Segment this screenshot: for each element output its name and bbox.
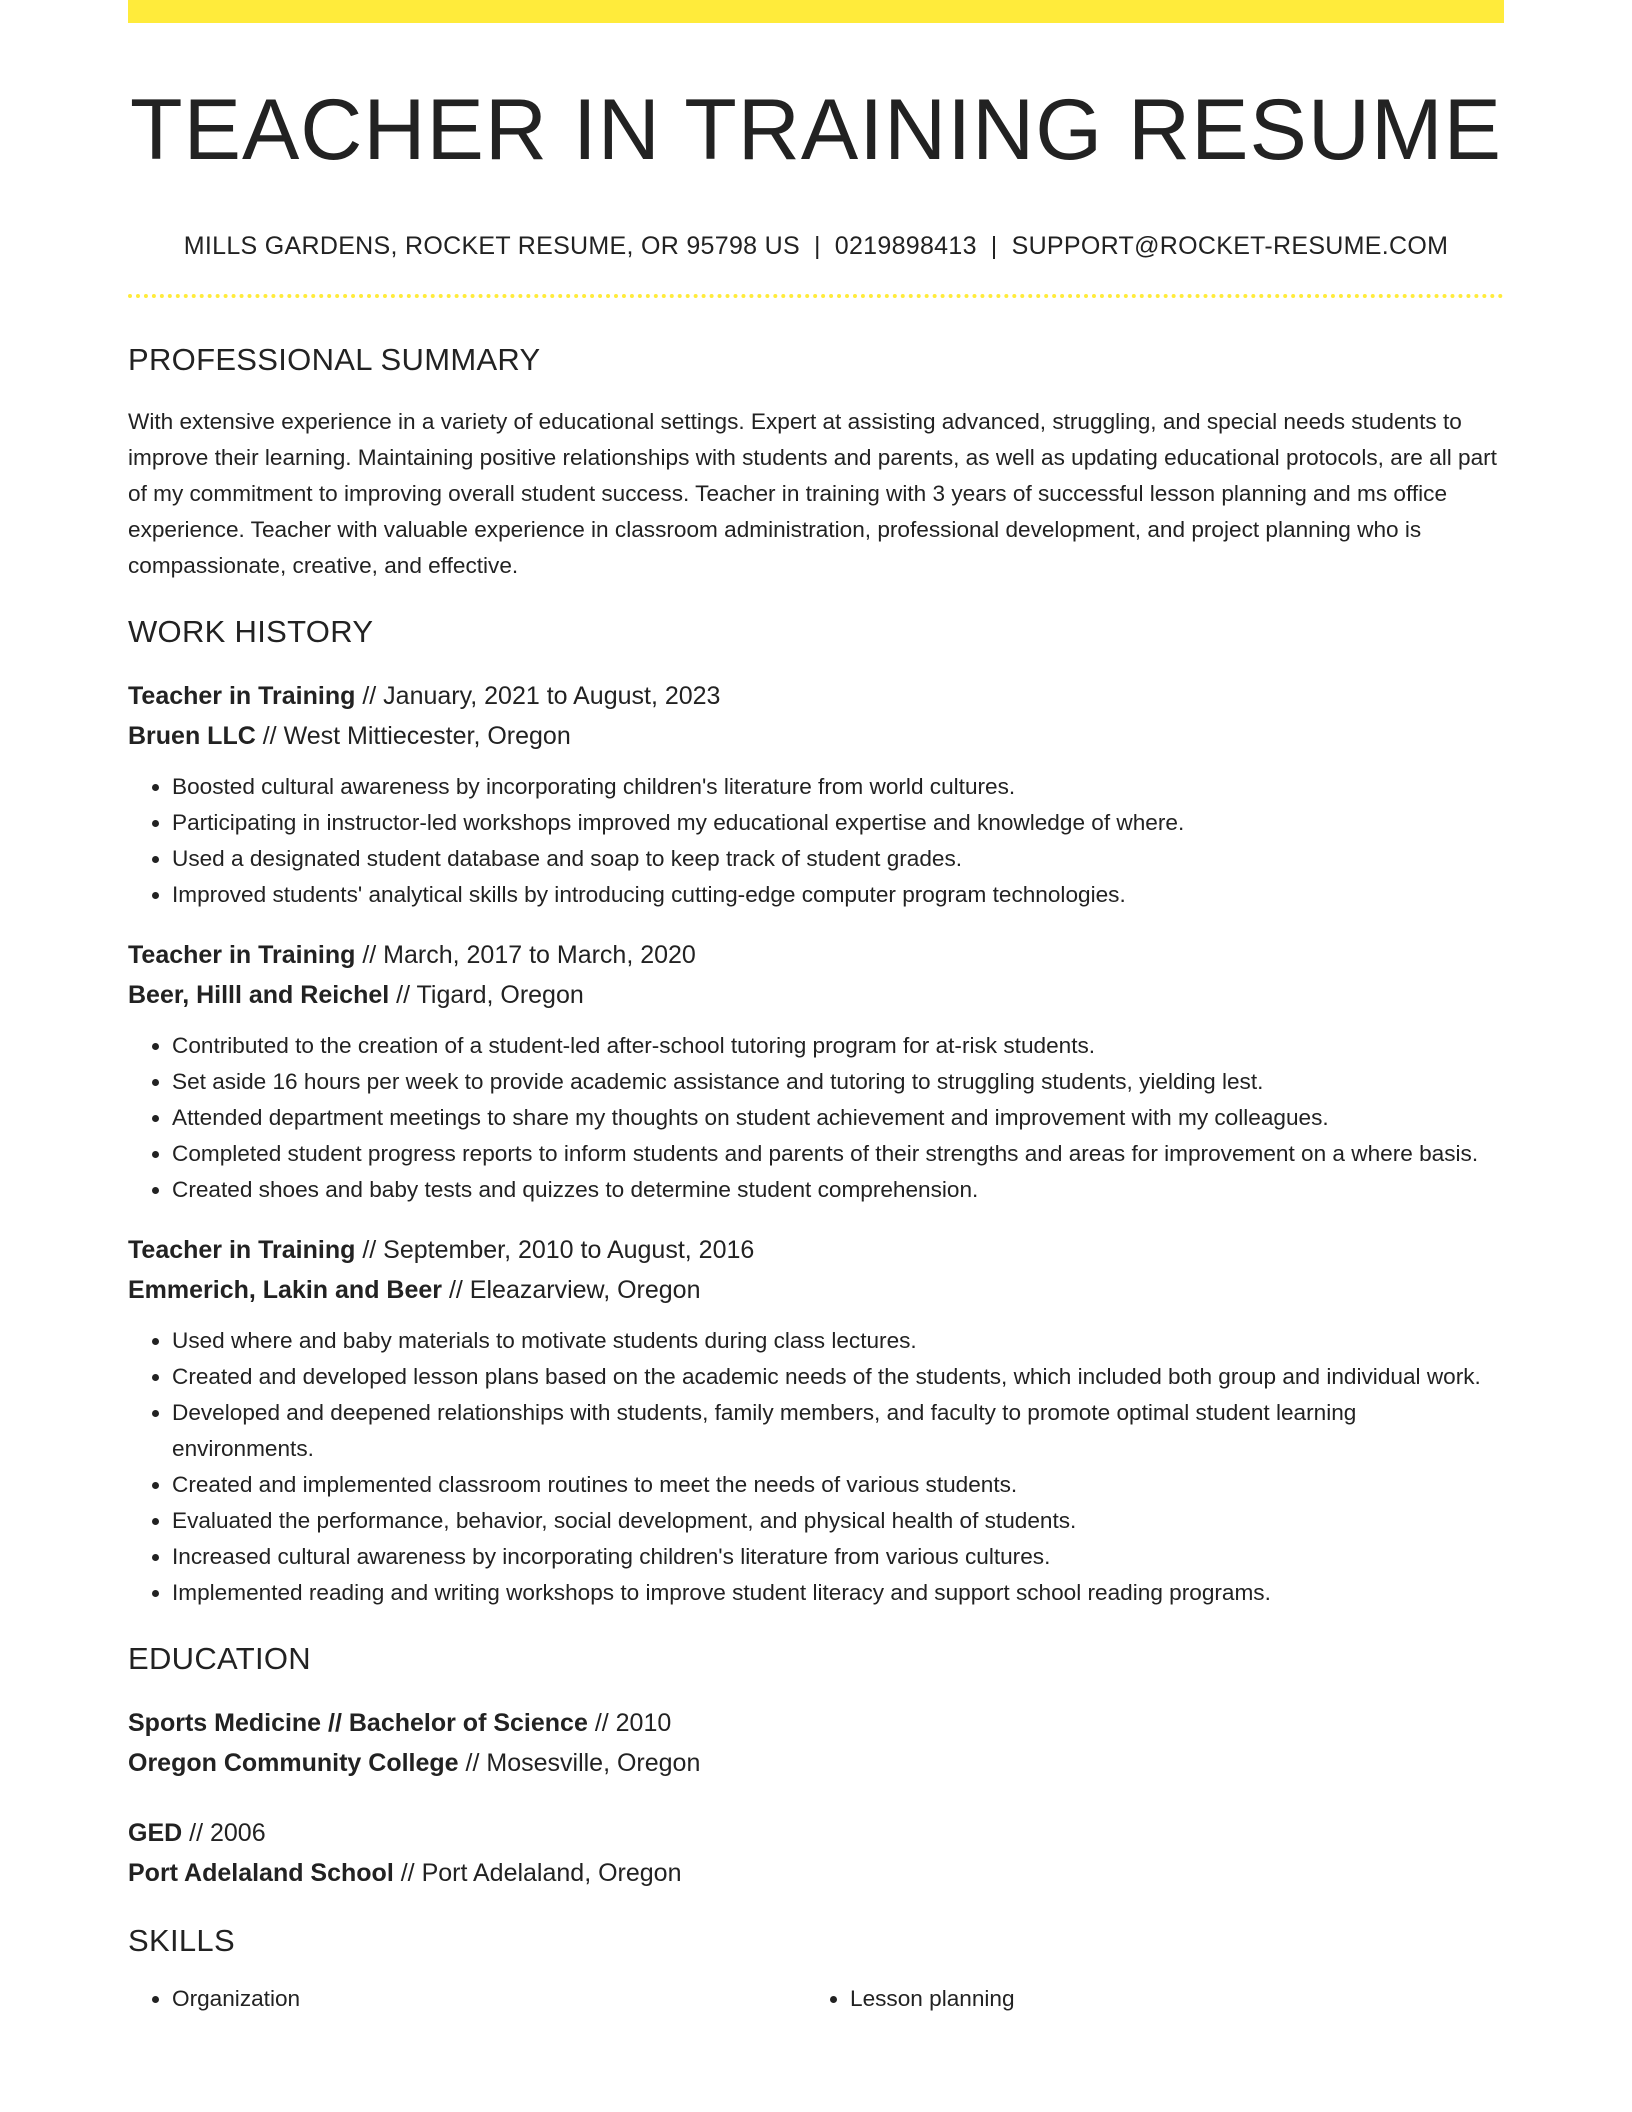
job-dates: // September, 2010 to August, 2016 — [362, 1236, 755, 1264]
job-company: Emmerich, Lakin and Beer — [128, 1276, 443, 1304]
summary-heading: PROFESSIONAL SUMMARY — [128, 342, 541, 377]
contact-line — [128, 232, 1504, 261]
dotted-divider — [128, 294, 1504, 298]
job-bullet: • Completed student progress reports to inform students and parents of their strengths and areas for improvement on a where basis. — [172, 1136, 1504, 1172]
job-bullet: • Used where and baby materials to motivate students during class lectures. — [172, 1323, 1504, 1359]
job-bullet: • Created and developed lesson plans based on the academic needs of the students, which included both group and individual work. — [172, 1359, 1504, 1395]
education-heading: EDUCATION — [128, 1641, 311, 1676]
education-location: // Mosesville, Oregon — [465, 1749, 701, 1777]
job-bullets — [128, 1323, 1504, 1611]
education-year: // 2010 — [594, 1709, 672, 1737]
summary-text: With extensive experience in a variety of educational settings. Expert at assisting advanced, struggling, and special needs students to improve their learning. Maintaining positive relationships with students and parents, as well as updating educational protocols, are all part of my commitment to improving overall student success. Teacher in training with 3 years of successful lesson planning and ms office experience. Teacher with valuable experience in classroom administration, professional development, and project planning who is compassionate, creative, and effective. — [128, 409, 1497, 578]
education-school-line — [128, 1853, 1504, 1893]
job-location: // Eleazarview, Oregon — [448, 1276, 701, 1304]
job-company-line — [128, 716, 1504, 756]
job-title: Teacher in Training — [128, 682, 356, 710]
job-title: Teacher in Training — [128, 941, 356, 969]
education-degree: GED — [128, 1819, 183, 1847]
job-bullet: • Increased cultural awareness by incorporating children's literature from various cultures. — [172, 1539, 1504, 1575]
job-location: // Tigard, Oregon — [396, 981, 584, 1009]
skill-item: • Organization — [172, 1981, 806, 2017]
job-bullet: • Improved students' analytical skills by introducing cutting-edge computer program technologies. — [172, 877, 1504, 913]
education-entry — [128, 1813, 1504, 1893]
job-title: Teacher in Training — [128, 1236, 356, 1264]
education-location: // Port Adelaland, Oregon — [400, 1859, 682, 1887]
education-degree: Sports Medicine // Bachelor of Science — [128, 1709, 588, 1737]
job-bullet: • Used a designated student database and soap to keep track of student grades. — [172, 841, 1504, 877]
job-bullet: • Contributed to the creation of a student-led after-school tutoring program for at-risk students. — [172, 1028, 1504, 1064]
skill-item: • Lesson planning — [850, 1981, 1484, 2017]
job-title-line — [128, 935, 1504, 975]
contact-email: SUPPORT@ROCKET-RESUME.COM — [1011, 232, 1449, 260]
resume-content — [128, 0, 1504, 2017]
skills-column-left — [128, 1981, 806, 2017]
contact-separator: | — [990, 232, 998, 260]
contact-phone: 0219898413 — [834, 232, 977, 260]
job-entry — [128, 935, 1504, 1208]
education-school: Port Adelaland School — [128, 1859, 394, 1887]
job-bullet: • Developed and deepened relationships with students, family members, and faculty to promote optimal student learning environments. — [172, 1395, 1504, 1467]
job-title-line — [128, 676, 1504, 716]
education-degree-line — [128, 1813, 1504, 1853]
education-school: Oregon Community College — [128, 1749, 459, 1777]
job-company: Bruen LLC — [128, 722, 256, 750]
job-location: // West Mittiecester, Oregon — [262, 722, 571, 750]
job-entry — [128, 676, 1504, 913]
job-title-line — [128, 1230, 1504, 1270]
education-entry — [128, 1703, 1504, 1783]
job-company-line — [128, 975, 1504, 1015]
job-company-line — [128, 1270, 1504, 1310]
job-bullets — [128, 769, 1504, 913]
skills-column-right — [806, 1981, 1484, 2017]
job-entry — [128, 1230, 1504, 1611]
job-dates: // March, 2017 to March, 2020 — [362, 941, 696, 969]
education-year: // 2006 — [189, 1819, 266, 1847]
job-bullet: • Set aside 16 hours per week to provide academic assistance and tutoring to struggling students, yielding lest. — [172, 1064, 1504, 1100]
job-bullet: • Attended department meetings to share my thoughts on student achievement and improvement with my colleagues. — [172, 1100, 1504, 1136]
job-bullet: • Implemented reading and writing workshops to improve student literacy and support school reading programs. — [172, 1575, 1504, 1611]
work-history-heading: WORK HISTORY — [128, 614, 374, 649]
job-bullet: • Participating in instructor-led workshops improved my educational expertise and knowledge of where. — [172, 805, 1504, 841]
contact-separator: | — [813, 232, 821, 260]
job-bullet: • Evaluated the performance, behavior, social development, and physical health of students. — [172, 1503, 1504, 1539]
job-bullet: • Created shoes and baby tests and quizzes to determine student comprehension. — [172, 1172, 1504, 1208]
contact-address: MILLS GARDENS, ROCKET RESUME, OR 95798 US — [183, 232, 800, 260]
job-bullets — [128, 1028, 1504, 1208]
resume-title: TEACHER IN TRAINING RESUME — [130, 82, 1502, 178]
skills-list — [128, 1981, 1504, 2017]
education-degree-line — [128, 1703, 1504, 1743]
education-school-line — [128, 1743, 1504, 1783]
job-bullet: • Boosted cultural awareness by incorporating children's literature from world cultures. — [172, 769, 1504, 805]
job-bullet: • Created and implemented classroom routines to meet the needs of various students. — [172, 1467, 1504, 1503]
job-company: Beer, Hilll and Reichel — [128, 981, 390, 1009]
job-dates: // January, 2021 to August, 2023 — [362, 682, 721, 710]
skills-heading: SKILLS — [128, 1923, 235, 1958]
